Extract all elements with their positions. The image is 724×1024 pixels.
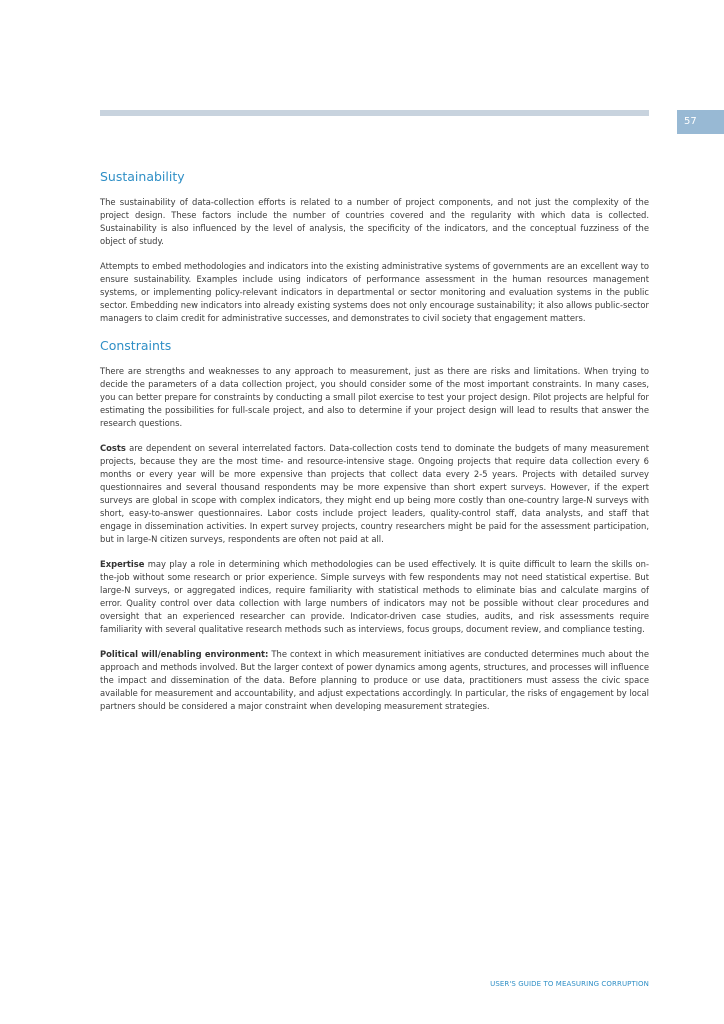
paragraph-text: Attempts to embed methodologies and indicators into the existing administrative systems of governments are an excellent way to ensure sustainability. Examples include using indicators of performance assessment in the human resources management systems, or implementing policy-relevant indicators in departmental or sector monitoring and evaluation systems in the public sector. Embedding new indicators into already existing systems does not only encourage sustainability; it also allows public-sector managers to claim credit for administrative successes, and demonstrates to civil society that engagement matters.	[100, 261, 649, 323]
lead-term-political-will: Political will/enabling environment:	[100, 649, 269, 659]
paragraph	[100, 260, 649, 325]
header-rule	[100, 110, 649, 116]
lead-term-expertise: Expertise	[100, 559, 145, 569]
paragraph	[100, 196, 649, 248]
footer-title: USER'S GUIDE TO MEASURING CORRUPTION	[490, 980, 649, 988]
page-content	[100, 168, 649, 725]
paragraph-expertise	[100, 558, 649, 636]
paragraph-text: There are strengths and weaknesses to any approach to measurement, just as there are risks and limitations. When trying to decide the parameters of a data collection project, you should consider some of the most important constraints. In many cases, you can better prepare for constraints by conducting a small pilot exercise to test your project design. Pilot projects are helpful for estimating the possibilities for full-scale project, and also to determine if your project design will lead to results that answer the research questions.	[100, 366, 649, 428]
paragraph-text: are dependent on several interrelated factors. Data-collection costs tend to dominate the budgets of many measurement projects, because they are the most time- and resource-intensive stage. Ongoing projects that require data collection every 6 months or every year will be more expensive than projects that collect data every 2-5 years. Projects with detailed survey questionnaires and several thousand respondents may be more expensive than short expert surveys. However, if the expert surveys are global in scope with complex indicators, they might end up being more costly than one-country large-N surveys with short, easy-to-answer questionnaires. Labor costs include project leaders, quality-control staff, data analysts, and staff that engage in dissemination activities. In expert survey projects, country researchers might be paid for the assessment participation, but in large-N citizen surveys, respondents are often not paid at all.	[100, 443, 649, 544]
lead-term-costs: Costs	[100, 443, 126, 453]
paragraph-text: The sustainability of data-collection efforts is related to a number of project components, and not just the complexity of the project design. These factors include the number of countries covered and the regularity with which data is collected. Sustainability is also influenced by the level of analysis, the specificity of the indicators, and the conceptual fuzziness of the object of study.	[100, 197, 649, 246]
paragraph-political-will	[100, 648, 649, 713]
paragraph-text: may play a role in determining which methodologies can be used effectively. It is quite difficult to learn the skills on-the-job without some research or prior experience. Simple surveys with few respondents may not need statistical expertise. But large-N surveys, or aggregated indices, require familiarity with statistical methods to eliminate bias and calculate margins of error. Quality control over data collection with large numbers of indicators may not be possible without clear procedures and oversight that an experienced researcher can provide. Indicator-driven case studies, audits, and risk assessments require familiarity with several qualitative research methods such as interviews, focus groups, document review, and compliance testing.	[100, 559, 649, 634]
page-number-tab	[677, 110, 724, 134]
section-heading-constraints: Constraints	[100, 338, 172, 353]
section-heading-sustainability: Sustainability	[100, 169, 185, 184]
paragraph-costs	[100, 442, 649, 546]
paragraph	[100, 365, 649, 430]
page-number: 57	[684, 116, 697, 127]
paragraph-text: The context in which measurement initiatives are conducted determines much about the approach and methods involved. But the larger context of power dynamics among agents, structures, and processes will influence the impact and dissemination of the data. Before planning to produce or use data, practitioners must assess the civic space available for measurement and accountability, and adjust expectations accordingly. In particular, the risks of engagement by local partners should be considered a major constraint when developing measurement strategies.	[100, 649, 649, 711]
